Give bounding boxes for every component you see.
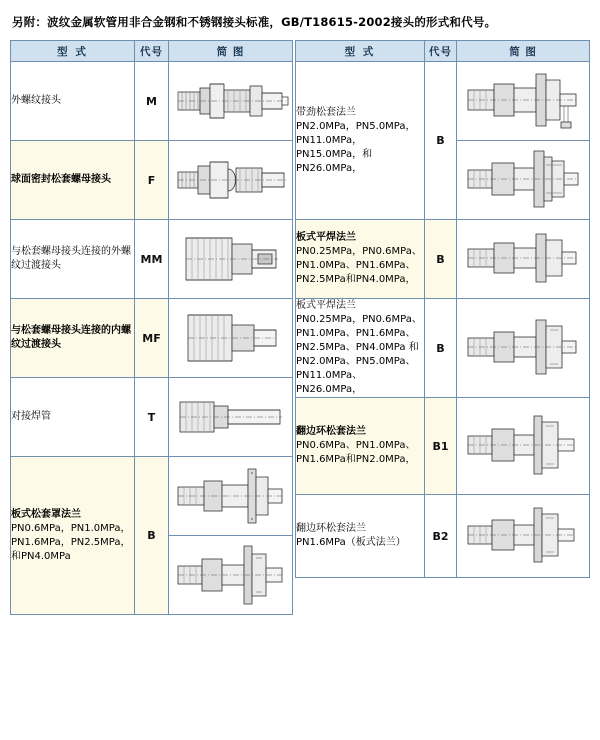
- header-code: 代号: [135, 41, 169, 62]
- tables-wrapper: [10, 40, 590, 615]
- left-table-header-row: [11, 41, 293, 62]
- header-code: 代号: [424, 41, 456, 62]
- header-type: 型 式: [296, 41, 425, 62]
- header-pic: 简 图: [457, 41, 590, 62]
- fitting-diagram: [457, 299, 590, 398]
- fitting-name: 与松套螺母接头连接的外螺纹过渡接头: [11, 220, 135, 299]
- fitting-code: MF: [135, 299, 169, 378]
- fitting-code: B1: [424, 398, 456, 495]
- fitting-code: B: [424, 220, 456, 299]
- table-row: [11, 378, 293, 457]
- fitting-diagram: [169, 457, 293, 536]
- fitting-name: [296, 495, 425, 578]
- ribbed-loose-flange-2-icon: [460, 143, 586, 217]
- fitting-name: 对接焊管: [11, 378, 135, 457]
- spherical-seal-union-nut-fitting-icon: [172, 145, 290, 215]
- table-row: [296, 62, 590, 141]
- fitting-code: B: [424, 62, 456, 220]
- table-row: [296, 495, 590, 578]
- fitting-name: 与松套螺母接头连接的内螺纹过渡接头: [11, 299, 135, 378]
- fitting-name-sub: PN0.25MPa，PN0.6MPa、PN1.0MPa、PN1.6MPa、PN2.5MPa、PN4.0MPa 和PN2.0MPa、PN5.0MPa、PN11.0MPa、PN26.0MPa，: [296, 314, 422, 395]
- page-bottom-space: [10, 615, 590, 645]
- fitting-name: 球面密封松套螺母接头: [11, 141, 135, 220]
- right-table-header-row: [296, 41, 590, 62]
- fitting-code: MM: [135, 220, 169, 299]
- fitting-name-main: 翻边环松套法兰: [296, 426, 367, 437]
- male-thread-transition-fitting-icon: [172, 224, 290, 294]
- table-row: [11, 220, 293, 299]
- plate-loose-flange-alt-icon: [172, 538, 290, 612]
- right-fittings-table: [295, 40, 590, 578]
- fitting-name-main: 翻边环松套法兰: [296, 523, 367, 534]
- fitting-code: T: [135, 378, 169, 457]
- fitting-diagram: [169, 141, 293, 220]
- fitting-diagram: [457, 398, 590, 495]
- fitting-name: [11, 457, 135, 615]
- fitting-name-main: 板式平焊法兰: [296, 300, 357, 311]
- table-row: [11, 457, 293, 536]
- fitting-name: [296, 398, 425, 495]
- fitting-diagram: [457, 220, 590, 299]
- fitting-code: B: [424, 299, 456, 398]
- header-type: 型 式: [11, 41, 135, 62]
- page-title: 另附：波纹金属软管用非合金钢和不锈钢接头标准，GB/T18615-2002接头的形式和代号。: [12, 15, 497, 29]
- table-row: [11, 141, 293, 220]
- fitting-name: 外螺纹接头: [11, 62, 135, 141]
- fitting-name: [296, 62, 425, 220]
- fitting-diagram: [169, 220, 293, 299]
- fitting-diagram: [457, 62, 590, 141]
- ribbed-loose-flange-1-icon: [460, 64, 586, 138]
- plate-flat-weld-flange-1-icon: [460, 222, 586, 296]
- fitting-code: M: [135, 62, 169, 141]
- table-row: [296, 299, 590, 398]
- table-row: [296, 220, 590, 299]
- fitting-name: [296, 220, 425, 299]
- fitting-name-sub: PN2.0MPa，PN5.0MPa，PN11.0MPa，PN15.0MPa，和PN26.0MPa，: [296, 120, 416, 174]
- fitting-diagram: [169, 378, 293, 457]
- fitting-diagram: [169, 536, 293, 615]
- fitting-name-sub: PN1.6MPa（板式法兰）: [296, 537, 406, 548]
- fitting-code: B: [135, 457, 169, 615]
- plate-flat-weld-flange-2-icon: [460, 304, 586, 392]
- fitting-name-sub: PN0.6MPa，PN1.0MPa，PN1.6MPa，PN2.5MPa，和PN4.0MPa: [11, 522, 131, 562]
- fitting-name-main: 板式平焊法兰: [296, 232, 357, 243]
- male-thread-fitting-icon: [172, 66, 290, 136]
- fitting-diagram: [169, 299, 293, 378]
- fitting-code: B2: [424, 495, 456, 578]
- fitting-name-main: 带劲松套法兰: [296, 106, 357, 118]
- fitting-name-sub: PN0.6MPa、PN1.0MPa、PN1.6MPa和PN2.0MPa，: [296, 440, 416, 465]
- plate-loose-flange-icon: [172, 459, 290, 533]
- left-fittings-table: [10, 40, 293, 615]
- fitting-diagram: [169, 62, 293, 141]
- fitting-name-sub: PN0.25MPa，PN0.6MPa、PN1.0MPa、PN1.6MPa、PN2.5MPa和PN4.0MPa，: [296, 246, 422, 285]
- fitting-diagram: [457, 141, 590, 220]
- table-row: [296, 398, 590, 495]
- table-row: [11, 62, 293, 141]
- female-thread-transition-fitting-icon: [172, 303, 290, 373]
- fitting-diagram: [457, 495, 590, 578]
- header-pic: 简 图: [169, 41, 293, 62]
- lap-joint-flange-2-icon: [460, 498, 586, 574]
- lap-joint-flange-1-icon: [460, 402, 586, 490]
- fitting-name-main: 板式松套罩法兰: [11, 508, 81, 520]
- butt-weld-pipe-icon: [172, 382, 290, 452]
- fitting-name: [296, 299, 425, 398]
- fitting-code: F: [135, 141, 169, 220]
- table-row: [11, 299, 293, 378]
